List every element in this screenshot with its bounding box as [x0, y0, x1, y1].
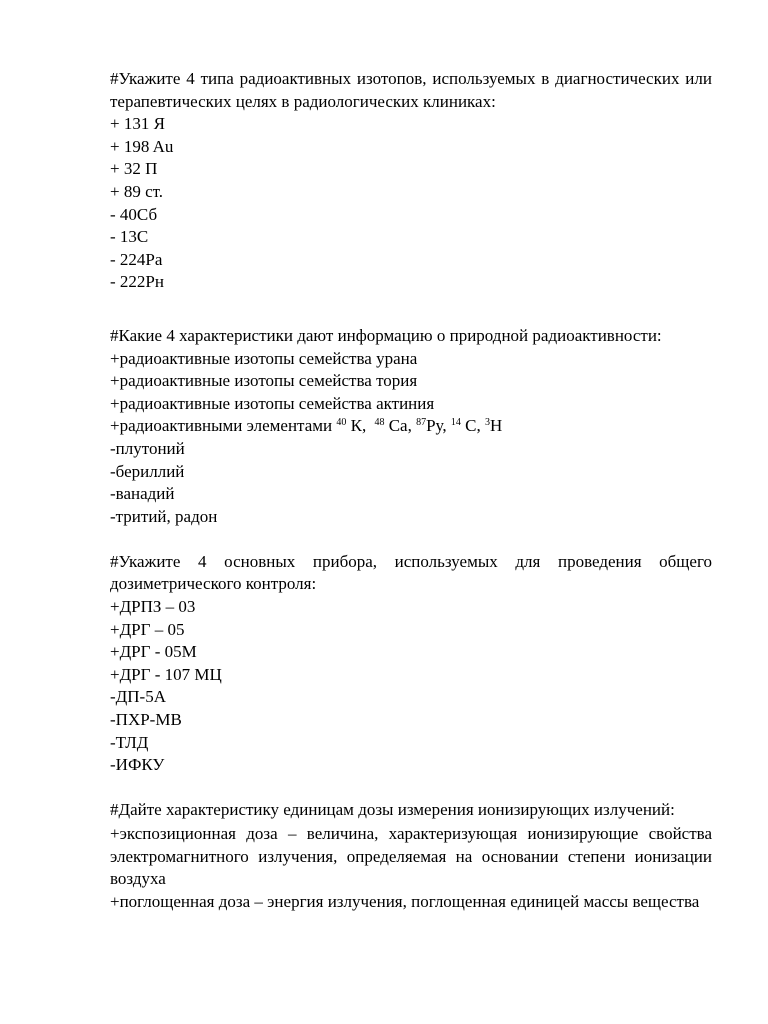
question-2-option-3: +радиоактивные изотопы семейства актиния [110, 393, 435, 413]
question-3-option-1: +ДРПЗ – 03 [110, 597, 196, 617]
question-2-option-8: -тритий, радон [110, 506, 218, 526]
isotope-symbol: К, [350, 416, 367, 436]
question-1-option-8: - 222Рн [110, 272, 164, 292]
question-4-option-2: +поглощенная доза – энергия излучения, поглощенная единицей массы вещества [110, 891, 700, 911]
isotope-symbol: С, [465, 416, 481, 436]
question-3-option-7: -ТЛД [110, 732, 149, 752]
question-3-option-2: +ДРГ – 05 [110, 619, 185, 639]
question-1-option-7: - 224Ра [110, 249, 163, 269]
question-1-option-5: - 40Сб [110, 204, 158, 224]
question-2-text: #Какие 4 характеристики дают информацию о природной радиоактивности: [110, 325, 662, 345]
question-1-option-3: + 32 П [110, 159, 158, 179]
question-1-option-1: + 131 Я [110, 114, 165, 134]
isotope-symbol: Са, [388, 416, 412, 436]
question-1-option-6: - 13С [110, 227, 149, 247]
isotope-mass: 87 [416, 417, 427, 429]
question-3-option-5: -ДП-5А [110, 687, 166, 707]
question-3-option-6: -ПХР-МВ [110, 710, 182, 730]
question-1-option-4: + 89 ст. [110, 181, 164, 201]
isotope-mass: 14 [450, 417, 461, 429]
question-3-option-4: +ДРГ - 107 МЦ [110, 664, 222, 684]
isotope-mass: 48 [374, 417, 385, 429]
question-3-option-8: -ИФКУ [110, 755, 165, 775]
question-3-option-3: +ДРГ - 05М [110, 642, 197, 662]
question-1-text: #Укажите 4 типа радиоактивных изотопов, используемых в диагностических или терапевтических целях в радиологических клиниках: [110, 69, 712, 111]
isotope-mass: 3 [484, 417, 490, 429]
isotope-symbol: Н [489, 416, 503, 436]
question-2-option-elements [110, 415, 712, 438]
question-2-option-7: -ванадий [110, 484, 175, 504]
question-2-option-5: -плутоний [110, 438, 185, 458]
question-2-option-1: +радиоактивные изотопы семейства урана [110, 348, 418, 368]
isotope-mass: 40 [336, 417, 347, 429]
elements-prefix: +радиоактивными элементами [110, 416, 333, 436]
question-4-option-1: +экспозиционная доза – величина, характеризующая ионизирующие свойства электромагнитного излучения, определяемая на основании степени ионизации воздуха [110, 824, 712, 889]
question-2-option-2: +радиоактивные изотопы семейства тория [110, 371, 418, 391]
question-3-text: #Укажите 4 основных прибора, используемых для проведения общего дозиметрического контроля: [110, 551, 712, 594]
question-1-option-2: + 198 Au [110, 136, 174, 156]
question-2-option-6: -бериллий [110, 461, 185, 481]
document-page [110, 68, 712, 913]
isotope-symbol: Ру, [426, 416, 447, 436]
question-4-text: #Дайте характеристику единицам дозы измерения ионизирующих излучений: [110, 800, 675, 820]
